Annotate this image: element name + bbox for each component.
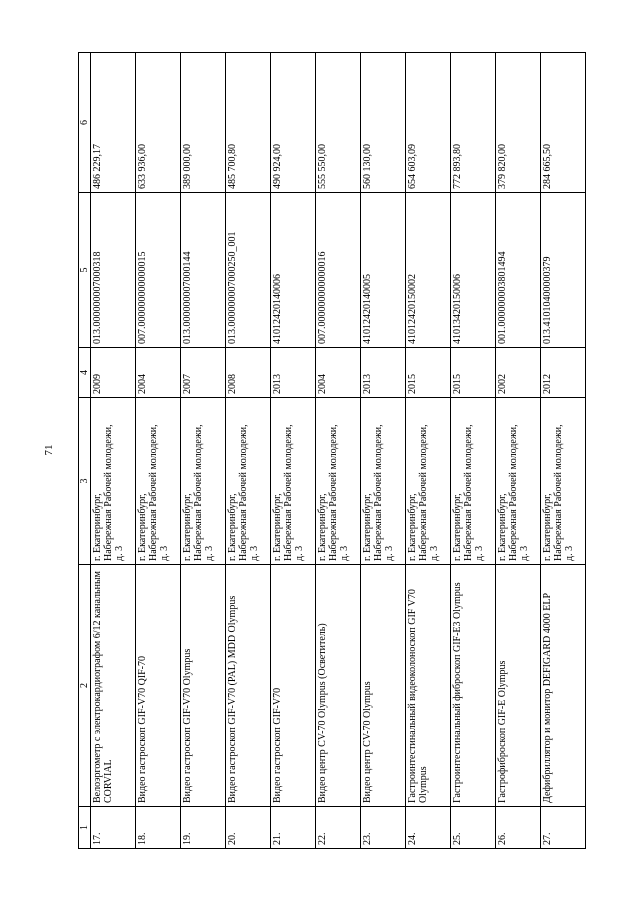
address-line: д. 3 xyxy=(474,545,485,561)
address-line: д. 3 xyxy=(564,545,575,561)
address-line: Набережная Рабочей молодежи, xyxy=(328,424,339,561)
row-number-cell: 26. xyxy=(496,807,541,849)
table-row xyxy=(496,53,541,849)
value-cell: 560 130,00 xyxy=(361,53,406,193)
address-line: г. Екатеринбург, xyxy=(542,493,553,561)
address-line: д. 3 xyxy=(114,545,125,561)
address-line: Набережная Рабочей молодежи, xyxy=(148,424,159,561)
address-line: д. 3 xyxy=(204,545,215,561)
value-cell: 772 893,80 xyxy=(451,53,496,193)
page-number: 71 xyxy=(43,444,55,456)
address-line: г. Екатеринбург, xyxy=(137,493,148,561)
table-row xyxy=(181,53,226,849)
address-line: д. 3 xyxy=(519,545,530,561)
row-number-cell: 24. xyxy=(406,807,451,849)
address-line: Набережная Рабочей молодежи, xyxy=(508,424,519,561)
row-number-cell: 18. xyxy=(136,807,181,849)
inventory-code-cell: 013.000000007000318 xyxy=(91,193,136,348)
year-cell: 2013 xyxy=(271,348,316,398)
address-cell xyxy=(136,398,181,565)
address-line: Набережная Рабочей молодежи, xyxy=(418,424,429,561)
address-cell xyxy=(181,398,226,565)
value-cell: 379 820,00 xyxy=(496,53,541,193)
equipment-name-cell: Видео гастроскоп GIF-V70 (PAL) MDD Olympus xyxy=(226,565,271,807)
equipment-name-cell: Видео центр CV-70 Olympus xyxy=(361,565,406,807)
address-line: г. Екатеринбург, xyxy=(497,493,508,561)
address-cell xyxy=(361,398,406,565)
row-number-cell: 23. xyxy=(361,807,406,849)
address-cell xyxy=(271,398,316,565)
inventory-code-cell: 41012420140006 xyxy=(271,193,316,348)
address-line: Набережная Рабочей молодежи, xyxy=(553,424,564,561)
address-cell xyxy=(406,398,451,565)
address-line: Набережная Рабочей молодежи, xyxy=(193,424,204,561)
inventory-code-cell: 001.000000003801494 xyxy=(496,193,541,348)
equipment-name-cell: Гастроинтестинальный фиброскоп GIF-E3 Olympus xyxy=(451,565,496,807)
table-row xyxy=(361,53,406,849)
header-cell: 3 xyxy=(79,398,91,565)
address-cell xyxy=(91,398,136,565)
address-line: г. Екатеринбург, xyxy=(407,493,418,561)
value-cell: 555 550,00 xyxy=(316,53,361,193)
address-line: г. Екатеринбург, xyxy=(272,493,283,561)
address-line: д. 3 xyxy=(294,545,305,561)
equipment-name-cell: Велоэргометр с электрокардиографом 6/12 канальным CORVIAL xyxy=(91,565,136,807)
table-row xyxy=(226,53,271,849)
equipment-name-cell: Видео центр CV-70 Olympus (Осветитель) xyxy=(316,565,361,807)
table-container xyxy=(78,53,604,849)
inventory-code-cell: 007.000000000000016 xyxy=(316,193,361,348)
address-line: г. Екатеринбург, xyxy=(182,493,193,561)
address-line: д. 3 xyxy=(249,545,260,561)
inventory-code-cell: 41012420140005 xyxy=(361,193,406,348)
value-cell: 654 603,09 xyxy=(406,53,451,193)
year-cell: 2013 xyxy=(361,348,406,398)
address-cell xyxy=(496,398,541,565)
value-cell: 486 229,17 xyxy=(91,53,136,193)
equipment-table xyxy=(78,52,586,849)
row-number-cell: 21. xyxy=(271,807,316,849)
table-row xyxy=(136,53,181,849)
row-number-cell: 25. xyxy=(451,807,496,849)
equipment-name-cell: Гастрофиброскоп GIF-E Olympus xyxy=(496,565,541,807)
table-body xyxy=(79,53,586,849)
value-cell: 633 936,00 xyxy=(136,53,181,193)
inventory-code-cell: 013.000000007000144 xyxy=(181,193,226,348)
row-number-cell: 22. xyxy=(316,807,361,849)
address-cell xyxy=(316,398,361,565)
year-cell: 2004 xyxy=(136,348,181,398)
row-number-cell: 27. xyxy=(541,807,586,849)
address-line: г. Екатеринбург, xyxy=(317,493,328,561)
inventory-code-cell: 41013420150006 xyxy=(451,193,496,348)
year-cell: 2015 xyxy=(406,348,451,398)
header-cell: 5 xyxy=(79,193,91,348)
value-cell: 490 924,00 xyxy=(271,53,316,193)
year-cell: 2002 xyxy=(496,348,541,398)
equipment-name-cell: Дефибриллятор и монитор DEFIGARD 4000 ELP xyxy=(541,565,586,807)
equipment-name-cell: Гастроинтестинальный видеоколоноскоп GIF V70 Olympus xyxy=(406,565,451,807)
equipment-name-cell: Видео гастроскоп GIF-V70 Olympus xyxy=(181,565,226,807)
equipment-name-cell: Видео гастроскоп GIF-V70 xyxy=(271,565,316,807)
address-line: Набережная Рабочей молодежи, xyxy=(103,424,114,561)
table-header-row xyxy=(79,53,91,849)
table-row xyxy=(316,53,361,849)
value-cell: 284 665,50 xyxy=(541,53,586,193)
address-cell xyxy=(451,398,496,565)
header-cell: 2 xyxy=(79,565,91,807)
inventory-code-cell: 013.41010400000379 xyxy=(541,193,586,348)
address-line: д. 3 xyxy=(159,545,170,561)
table-row xyxy=(91,53,136,849)
year-cell: 2009 xyxy=(91,348,136,398)
table-row xyxy=(406,53,451,849)
table-row xyxy=(451,53,496,849)
value-cell: 389 000,00 xyxy=(181,53,226,193)
year-cell: 2007 xyxy=(181,348,226,398)
row-number-cell: 19. xyxy=(181,807,226,849)
header-cell: 4 xyxy=(79,348,91,398)
year-cell: 2015 xyxy=(451,348,496,398)
address-line: д. 3 xyxy=(339,545,350,561)
value-cell: 485 700,80 xyxy=(226,53,271,193)
address-cell xyxy=(226,398,271,565)
address-line: г. Екатеринбург, xyxy=(227,493,238,561)
table-row xyxy=(541,53,586,849)
year-cell: 2012 xyxy=(541,348,586,398)
address-line: г. Екатеринбург, xyxy=(452,493,463,561)
address-line: Набережная Рабочей молодежи, xyxy=(238,424,249,561)
address-cell xyxy=(541,398,586,565)
header-cell: 6 xyxy=(79,53,91,193)
inventory-code-cell: 007.000000000000015 xyxy=(136,193,181,348)
header-cell: 1 xyxy=(79,807,91,849)
year-cell: 2004 xyxy=(316,348,361,398)
address-line: д. 3 xyxy=(429,545,440,561)
address-line: Набережная Рабочей молодежи, xyxy=(283,424,294,561)
row-number-cell: 20. xyxy=(226,807,271,849)
year-cell: 2008 xyxy=(226,348,271,398)
table-row xyxy=(271,53,316,849)
address-line: Набережная Рабочей молодежи, xyxy=(463,424,474,561)
address-line: г. Екатеринбург, xyxy=(92,493,103,561)
equipment-name-cell: Видео гастроскоп GIF-V70 QIF-70 xyxy=(136,565,181,807)
address-line: г. Екатеринбург, xyxy=(362,493,373,561)
inventory-code-cell: 013.000000007000250_001 xyxy=(226,193,271,348)
address-line: Набережная Рабочей молодежи, xyxy=(373,424,384,561)
inventory-code-cell: 41012420150002 xyxy=(406,193,451,348)
address-line: д. 3 xyxy=(384,545,395,561)
row-number-cell: 17. xyxy=(91,807,136,849)
